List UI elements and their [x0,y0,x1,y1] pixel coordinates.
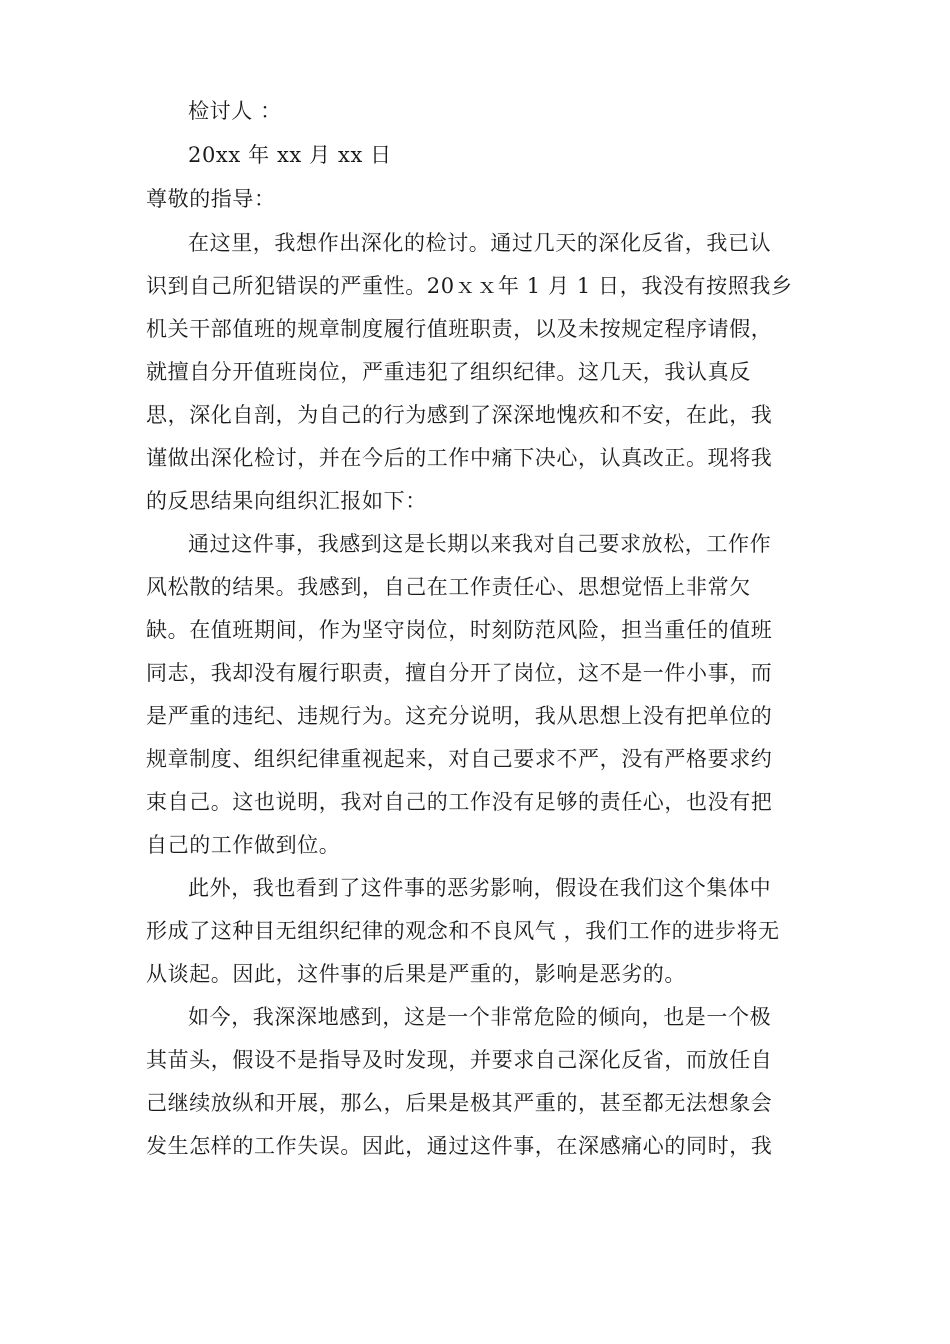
salutation: 尊敬的指导： [146,187,276,211]
paragraph-line: 缺。在值班期间，作为坚守岗位，时刻防范风险，担当重任的值班 [146,618,773,642]
paragraph-line: 其苗头，假设不是指导及时发现，并要求自己深化反省，而放任自 [146,1048,773,1072]
paragraph-line: 自己的工作做到位。 [146,833,341,857]
paragraph-line: 如今，我深深地感到，这是一个非常危险的倾向，也是一个极 [188,1005,772,1029]
paragraph-line: 此外，我也看到了这件事的恶劣影响，假设在我们这个集体中 [188,876,772,900]
paragraph-line: 思，深化自剖，为自己的行为感到了深深地愧疚和不安，在此，我 [146,403,773,427]
paragraph-line: 的反思结果向组织汇报如下： [146,489,427,513]
paragraph-line: 从谈起。因此，这件事的后果是严重的，影响是恶劣的。 [146,962,686,986]
paragraph-line: 风松散的结果。我感到，自己在工作责任心、思想觉悟上非常欠 [146,575,751,599]
paragraph-line: 在这里，我想作出深化的检讨。通过几天的深化反省，我已认 [188,231,772,255]
paragraph-line: 就擅自分开值班岗位，严重违犯了组织纪律。这几天，我认真反 [146,360,751,384]
paragraph-line: 规章制度、组织纪律重视起来，对自己要求不严，没有严格要求约 [146,747,773,771]
paragraph-line: 形成了这种目无组织纪律的观念和不良风气 ，我们工作的进步将无 [146,919,780,943]
paragraph-line: 同志，我却没有履行职责，擅自分开了岗位，这不是一件小事，而 [146,661,773,685]
paragraph-line: 识到自己所犯错误的严重性。20ｘｘ年 1 月 1 日，我没有按照我乡 [146,274,793,298]
paragraph-line: 发生怎样的工作失误。因此，通过这件事，在深感痛心的同时，我 [146,1134,773,1158]
paragraph-line: 是严重的违纪、违规行为。这充分说明，我从思想上没有把单位的 [146,704,773,728]
signature-label: 检讨人 ： [188,99,282,123]
paragraph-line: 谨做出深化检讨，并在今后的工作中痛下决心，认真改正。现将我 [146,446,773,470]
paragraph-line: 束自己。这也说明，我对自己的工作没有足够的责任心，也没有把 [146,790,773,814]
document-date: 20xx 年 xx 月 xx 日 [188,143,392,167]
paragraph-line: 机关干部值班的规章制度履行值班职责，以及未按规定程序请假， [146,317,773,341]
paragraph-line: 己继续放纵和开展，那么，后果是极其严重的，甚至都无法想象会 [146,1091,773,1115]
paragraph-line: 通过这件事，我感到这是长期以来我对自己要求放松，工作作 [188,532,772,556]
